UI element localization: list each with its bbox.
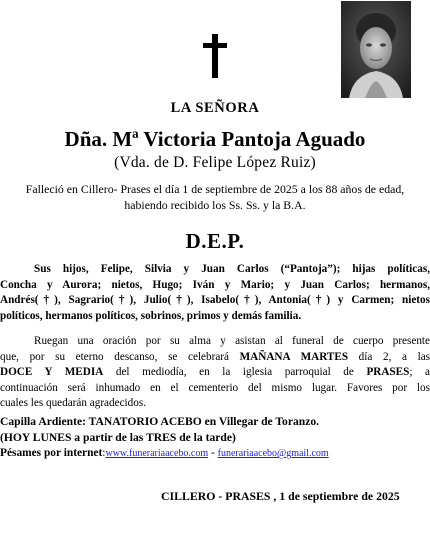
family-paragraph	[0, 262, 430, 324]
deceased-name: Dña. Mª Victoria Pantoja Aguado	[64, 127, 366, 151]
funeral-emphasis: DOCE Y MEDIA	[0, 366, 104, 378]
family-line: Sus hijos, Felipe, Silvia y Juan Carlos (“Pantoja”); hijas políticas,	[34, 263, 430, 275]
separator: -	[208, 447, 218, 459]
family-line: Concha y Aurora; nietos, Hugo; Iván y Mario; y Juan Carlos; hermanos,	[0, 278, 430, 291]
death-notice-line: habiendo recibido los Ss. Ss. y la B.A.	[124, 198, 306, 212]
funeral-text: que, por su eterno descanso, se celebrará	[0, 350, 240, 363]
death-notice-line: Falleció en Cillero- Prases el día 1 de septiembre de 2025 a los 88 años de edad,	[25, 182, 405, 196]
dep-heading: D.E.P.	[185, 229, 245, 253]
family-line: políticos, hermanos políticos, sobrinos, primos y demás familia.	[0, 309, 302, 322]
condolences-line	[0, 446, 329, 462]
funeral-line	[0, 365, 430, 381]
funeral-emphasis: MAÑANA MARTES	[239, 350, 349, 363]
funeral-text: del mediodía, en la iglesia parroquial de	[103, 366, 367, 378]
funeral-line	[0, 396, 430, 412]
funeral-text: cuales les quedarán agradecidos.	[0, 397, 146, 409]
funeral-text: día 2, a las	[348, 350, 430, 363]
title-la-senora: LA SEÑORA	[170, 100, 260, 116]
separator: :	[102, 447, 106, 459]
widow-of: (Vda. de D. Felipe López Ruiz)	[114, 154, 316, 171]
funeral-text: Ruegan una oración por su alma y asistan al funeral de cuerpo presente	[34, 335, 430, 347]
funeral-line	[0, 350, 430, 366]
funeral-paragraph	[0, 334, 430, 412]
email-link[interactable]: funerariaacebo@gmail.com	[217, 448, 329, 459]
family-line: Andrés(†), Sagrario(†), Julio(†), Isabelo(†), Antonia(†) y Carmen; nietos	[0, 294, 430, 306]
funeral-line	[0, 381, 430, 397]
funeral-emphasis: PRASES	[366, 366, 410, 378]
website-link[interactable]: www.funerariaacebo.com	[105, 448, 209, 459]
capilla-ardiente: Capilla Ardiente: TANATORIO ACEBO en Villegar de Toranzo.	[0, 415, 320, 428]
portrait-photo	[341, 1, 411, 98]
capilla-hours: (HOY LUNES a partir de las TRES de la tarde)	[0, 431, 236, 444]
cross-icon	[197, 34, 233, 78]
condolences-label: Pésames por internet	[0, 447, 103, 459]
footer-place-date: CILLERO - PRASES , 1 de septiembre de 2025	[161, 489, 400, 503]
funeral-line	[0, 334, 430, 350]
funeral-text: continuación será inhumado en el cementerio del mismo lugar. Favores por los	[0, 381, 430, 394]
funeral-text: ; a	[409, 366, 430, 378]
